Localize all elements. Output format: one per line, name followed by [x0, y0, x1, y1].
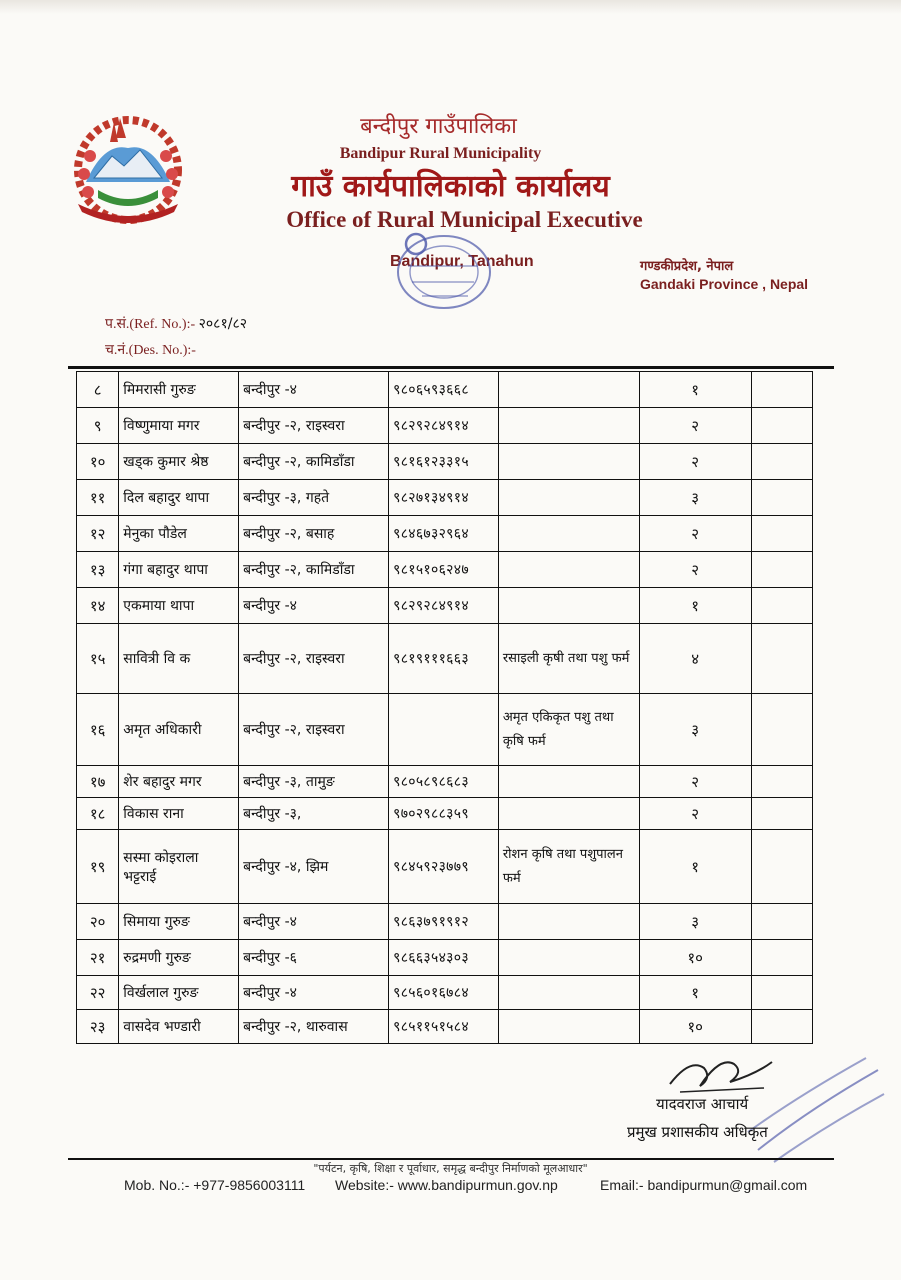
address-cell: बन्दीपुर -२, राइस्वरा: [239, 694, 389, 766]
address-cell: बन्दीपुर -४: [239, 976, 389, 1010]
serial-number-cell: १८: [77, 798, 119, 830]
address-cell: बन्दीपुर -४: [239, 904, 389, 940]
name-cell: गंगा बहादुर थापा: [119, 552, 239, 588]
signatory-title: प्रमुख प्रशासकीय अधिकृत: [627, 1123, 768, 1141]
farm-name-cell: [498, 976, 639, 1010]
address-cell: बन्दीपुर -३, गहते: [239, 480, 389, 516]
address-cell: बन्दीपुर -३, तामुङ: [239, 766, 389, 798]
table-row: [77, 904, 813, 940]
count-cell: २: [639, 552, 751, 588]
farm-name-cell: [498, 904, 639, 940]
name-cell: सावित्री वि क: [119, 624, 239, 694]
name-cell: मिमरासी गुरुङ: [119, 372, 239, 408]
address-cell: बन्दीपुर -४: [239, 588, 389, 624]
province-name-en: Gandaki Province , Nepal: [640, 276, 809, 292]
address-cell: बन्दीपुर -२, कामिडाँडा: [239, 552, 389, 588]
name-cell: विष्णुमाया मगर: [119, 408, 239, 444]
serial-number-cell: १६: [77, 694, 119, 766]
phone-cell: ९८२९२८४९१४: [389, 408, 499, 444]
farm-name-cell: [498, 372, 639, 408]
table-row: [77, 552, 813, 588]
name-cell: खड्क कुमार श्रेष्ठ: [119, 444, 239, 480]
table-row: [77, 408, 813, 444]
municipality-name-np: बन्दीपुर गाउँपालिका: [360, 114, 517, 139]
office-title-en: Office of Rural Municipal Executive: [286, 207, 643, 232]
address-cell: बन्दीपुर -३,: [239, 798, 389, 830]
farm-name-cell: रसाइली कृषी तथा पशु फर्म: [498, 624, 639, 694]
phone-cell: ९८२९२८४९१४: [389, 588, 499, 624]
phone-cell: ९८०६५९३६६८: [389, 372, 499, 408]
farm-name-cell: [498, 940, 639, 976]
serial-number-cell: १५: [77, 624, 119, 694]
serial-number-cell: २०: [77, 904, 119, 940]
name-cell: वासदेव भण्डारी: [119, 1010, 239, 1044]
reference-number: [105, 314, 247, 333]
farm-name-cell: [498, 480, 639, 516]
farm-name-cell: [498, 588, 639, 624]
count-cell: ३: [639, 694, 751, 766]
count-cell: २: [639, 766, 751, 798]
empty-remarks-cell: [751, 444, 812, 480]
table-row: [77, 940, 813, 976]
empty-remarks-cell: [751, 408, 812, 444]
table-row: [77, 588, 813, 624]
count-cell: २: [639, 516, 751, 552]
empty-remarks-cell: [751, 480, 812, 516]
empty-remarks-cell: [751, 798, 812, 830]
name-cell: विर्खलाल गुरुङ: [119, 976, 239, 1010]
top-edge-shadow: [0, 0, 901, 14]
address-cell: बन्दीपुर -२, राइस्वरा: [239, 408, 389, 444]
phone-cell: ९८२७१३४९१४: [389, 480, 499, 516]
office-stamp-icon: [378, 226, 506, 330]
mobile-number: Mob. No.:- +977-9856003111: [124, 1177, 306, 1193]
count-cell: ३: [639, 904, 751, 940]
count-cell: १०: [639, 940, 751, 976]
phone-cell: ९८४६७३२९६४: [389, 516, 499, 552]
province-name-np: गण्डकीप्रदेश, नेपाल: [640, 259, 734, 274]
phone-cell: ९८१५१०६२४७: [389, 552, 499, 588]
farm-name-cell: [498, 552, 639, 588]
beneficiary-table: [76, 371, 813, 1044]
count-cell: २: [639, 408, 751, 444]
empty-remarks-cell: [751, 372, 812, 408]
phone-cell: ९८६३७९१९१२: [389, 904, 499, 940]
address-cell: बन्दीपुर -६: [239, 940, 389, 976]
empty-remarks-cell: [751, 588, 812, 624]
empty-remarks-cell: [751, 552, 812, 588]
address-cell: बन्दीपुर -२, थारुवास: [239, 1010, 389, 1044]
table-row: [77, 444, 813, 480]
count-cell: १: [639, 372, 751, 408]
name-cell: एकमाया थापा: [119, 588, 239, 624]
serial-number-cell: २२: [77, 976, 119, 1010]
table-row: [77, 1010, 813, 1044]
footer-slogan: "पर्यटन, कृषि, शिक्षा र पूर्वाधार, समृद्ध बन्दीपुर निर्माणको मूलआधार": [313, 1162, 588, 1175]
address-cell: बन्दीपुर -२, कामिडाँडा: [239, 444, 389, 480]
name-cell: अमृत अधिकारी: [119, 694, 239, 766]
count-cell: ३: [639, 480, 751, 516]
signatory-name: यादवराज आचार्य: [656, 1095, 749, 1113]
serial-number-cell: २१: [77, 940, 119, 976]
footer-divider: [68, 1158, 834, 1160]
count-cell: १०: [639, 1010, 751, 1044]
empty-remarks-cell: [751, 766, 812, 798]
address-cell: बन्दीपुर -४: [239, 372, 389, 408]
reference-value: २०८१/८२: [198, 316, 248, 332]
serial-number-cell: १४: [77, 588, 119, 624]
serial-number-cell: १७: [77, 766, 119, 798]
farm-name-cell: [498, 1010, 639, 1044]
address-cell: बन्दीपुर -२, राइस्वरा: [239, 624, 389, 694]
count-cell: २: [639, 798, 751, 830]
table-row: [77, 624, 813, 694]
table-row: [77, 694, 813, 766]
table-row: [77, 516, 813, 552]
table-row: [77, 480, 813, 516]
serial-number-cell: १९: [77, 830, 119, 904]
phone-cell: [389, 694, 499, 766]
phone-cell: ९८५६०१६७८४: [389, 976, 499, 1010]
name-cell: मेनुका पौडेल: [119, 516, 239, 552]
empty-remarks-cell: [751, 904, 812, 940]
phone-cell: ९८१६१२३३१५: [389, 444, 499, 480]
empty-remarks-cell: [751, 1010, 812, 1044]
phone-cell: ९८६६३५४३०३: [389, 940, 499, 976]
serial-number-cell: ११: [77, 480, 119, 516]
table-row: [77, 830, 813, 904]
office-title-np: गाउँ कार्यपालिकाको कार्यालय: [291, 169, 610, 204]
farm-name-cell: [498, 766, 639, 798]
name-cell: सिमाया गुरुङ: [119, 904, 239, 940]
serial-number-cell: ९: [77, 408, 119, 444]
website-link[interactable]: Website:- www.bandipurmun.gov.np: [335, 1177, 558, 1193]
table-row: [77, 766, 813, 798]
address-cell: बन्दीपुर -४, झिम: [239, 830, 389, 904]
count-cell: १: [639, 976, 751, 1010]
address-cell: बन्दीपुर -२, बसाह: [239, 516, 389, 552]
phone-cell: ९८४५९२३७७९: [389, 830, 499, 904]
empty-remarks-cell: [751, 940, 812, 976]
despatch-number-label: च.नं.(Des. No.):-: [105, 343, 196, 358]
empty-remarks-cell: [751, 516, 812, 552]
email-link[interactable]: Email:- bandipurmun@gmail.com: [600, 1177, 808, 1193]
serial-number-cell: १०: [77, 444, 119, 480]
farm-name-cell: [498, 798, 639, 830]
office-location: Bandipur, Tanahun: [390, 253, 534, 270]
empty-remarks-cell: [751, 624, 812, 694]
official-stamp-icon: [738, 1050, 888, 1170]
serial-number-cell: ८: [77, 372, 119, 408]
farm-name-cell: [498, 444, 639, 480]
empty-remarks-cell: [751, 830, 812, 904]
count-cell: १: [639, 588, 751, 624]
count-cell: २: [639, 444, 751, 480]
serial-number-cell: १३: [77, 552, 119, 588]
name-cell: विकास राना: [119, 798, 239, 830]
farm-name-cell: [498, 408, 639, 444]
name-cell: सस्मा कोइराला भट्टराई: [119, 830, 239, 904]
table-row: [77, 798, 813, 830]
phone-cell: ९८१९१११६६३: [389, 624, 499, 694]
serial-number-cell: १२: [77, 516, 119, 552]
farm-name-cell: [498, 516, 639, 552]
empty-remarks-cell: [751, 976, 812, 1010]
table-row: [77, 976, 813, 1010]
header-divider: [68, 366, 834, 369]
farm-name-cell: रोशन कृषि तथा पशुपालन फर्म: [498, 830, 639, 904]
name-cell: दिल बहादुर थापा: [119, 480, 239, 516]
count-cell: ४: [639, 624, 751, 694]
count-cell: १: [639, 830, 751, 904]
reference-label: प.सं.(Ref. No.):-: [105, 317, 196, 332]
phone-cell: ९७०२९८८३५९: [389, 798, 499, 830]
empty-remarks-cell: [751, 694, 812, 766]
farm-name-cell: अमृत एकिकृत पशु तथा कृषि फर्म: [498, 694, 639, 766]
serial-number-cell: २३: [77, 1010, 119, 1044]
table-row: [77, 372, 813, 408]
phone-cell: ९८५११५१५८४: [389, 1010, 499, 1044]
name-cell: शेर बहादुर मगर: [119, 766, 239, 798]
name-cell: रुद्रमणी गुरुङ: [119, 940, 239, 976]
municipality-name-en: Bandipur Rural Municipality: [339, 145, 542, 162]
phone-cell: ९८०५८९८६८३: [389, 766, 499, 798]
